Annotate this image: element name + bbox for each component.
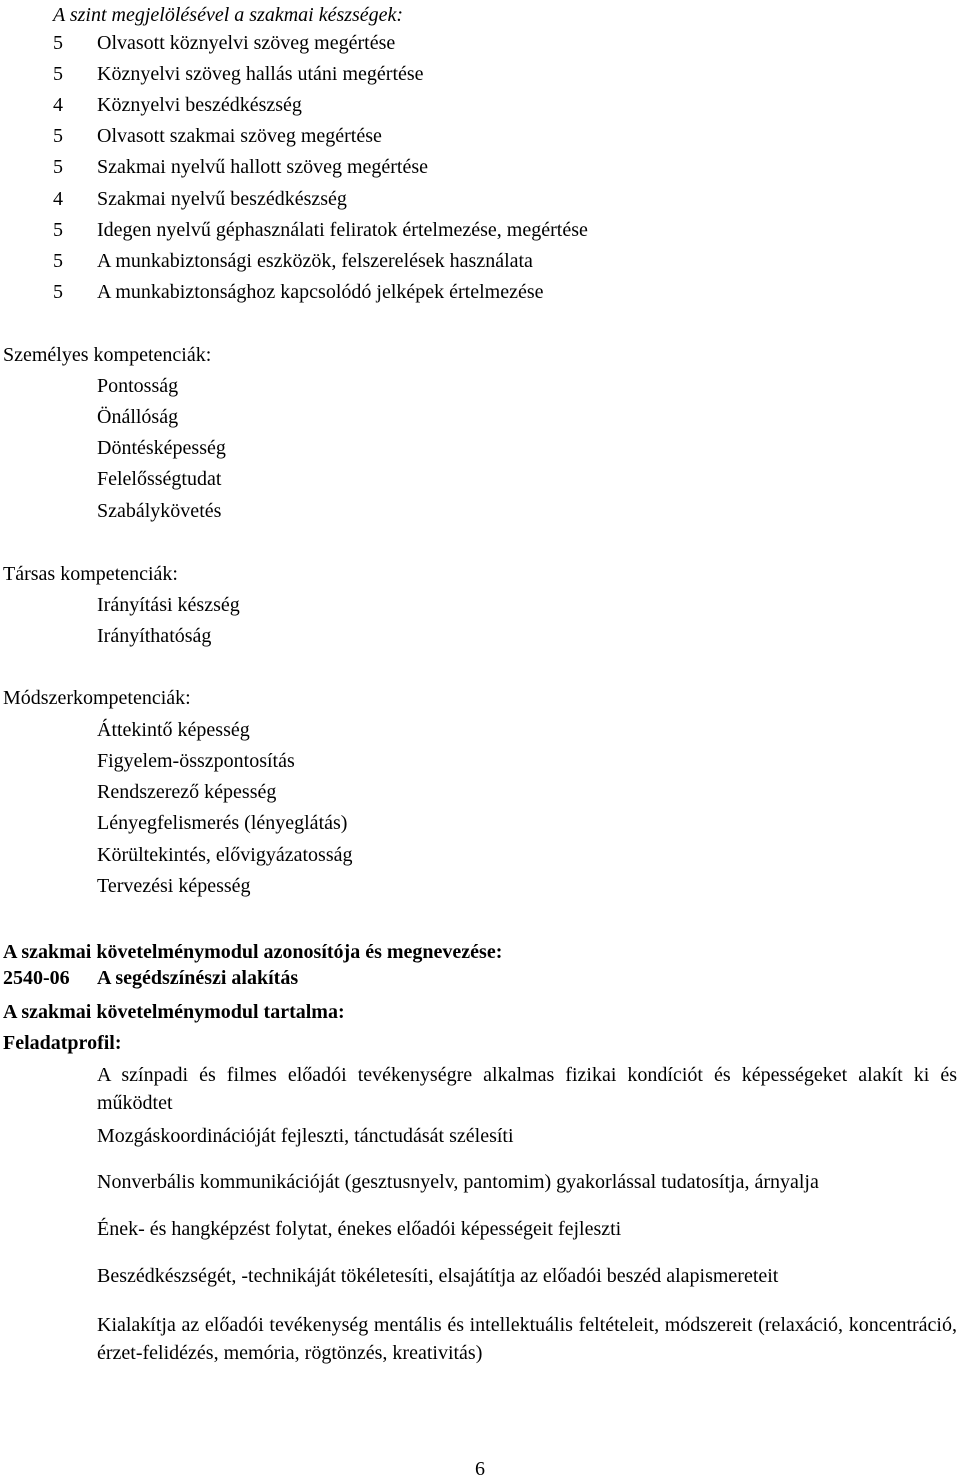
method-item: Lényegfelismerés (lényeglátás) [97, 812, 348, 834]
skill-level: 5 [53, 156, 63, 178]
social-item: Irányíthatóság [97, 625, 212, 647]
module-code: 2540-06 [3, 967, 70, 989]
method-item: Tervezési képesség [97, 875, 251, 897]
task-paragraph: Kialakítja az előadói tevékenység mentális és intellektuális feltételeit, módszereit (relaxáció, koncentráció, érzet-felidézés, memória, rögtönzés, kreativitás) [97, 1314, 957, 1364]
social-item: Irányítási készség [97, 594, 240, 616]
skill-row [0, 218, 960, 242]
skill-text: Köznyelvi szöveg hallás utáni megértése [97, 63, 424, 85]
skill-level: 5 [53, 219, 63, 241]
personal-heading: Személyes kompetenciák: [3, 344, 212, 366]
skill-level: 4 [53, 188, 63, 210]
module-content-heading: A szakmai követelménymodul tartalma: [3, 1001, 345, 1023]
skill-text: Szakmai nyelvű hallott szöveg megértése [97, 156, 429, 178]
method-heading: Módszerkompetenciák: [3, 687, 191, 709]
personal-item: Önállóság [97, 406, 179, 428]
personal-item: Döntésképesség [97, 437, 226, 459]
skill-row [0, 93, 960, 117]
method-item: Figyelem-összpontosítás [97, 750, 295, 772]
skill-text: Köznyelvi beszédkészség [97, 94, 302, 116]
page-number: 6 [475, 1458, 485, 1480]
skill-level: 4 [53, 94, 63, 116]
task-profile-heading: Feladatprofil: [3, 1032, 122, 1054]
personal-item: Szabálykövetés [97, 500, 222, 522]
skill-text: Idegen nyelvű géphasználati feliratok értelmezése, megértése [97, 219, 588, 241]
skill-row [0, 62, 960, 86]
skill-text: A munkabiztonsághoz kapcsolódó jelképek értelmezése [97, 281, 544, 303]
skill-row [0, 249, 960, 273]
personal-item: Pontosság [97, 375, 179, 397]
skills-heading: A szint megjelölésével a szakmai készségek: [53, 4, 404, 26]
method-item: Körültekintés, elővigyázatosság [97, 844, 353, 866]
skill-text: Olvasott köznyelvi szöveg megértése [97, 32, 396, 54]
skill-level: 5 [53, 63, 63, 85]
skill-level: 5 [53, 32, 63, 54]
social-heading: Társas kompetenciák: [3, 563, 178, 585]
skill-row [0, 280, 960, 304]
method-item: Rendszerező képesség [97, 781, 277, 803]
task-paragraph: Mozgáskoordinációját fejleszti, tánctudását szélesíti [97, 1125, 514, 1147]
skill-row [0, 124, 960, 148]
task-paragraph: Ének- és hangképzést folytat, énekes előadói képességeit fejleszti [97, 1218, 622, 1240]
skill-row [0, 31, 960, 55]
skill-level: 5 [53, 250, 63, 272]
skill-text: Olvasott szakmai szöveg megértése [97, 125, 382, 147]
method-item: Áttekintő képesség [97, 719, 250, 741]
task-paragraph: A színpadi és filmes előadói tevékenységre alkalmas fizikai kondíciót és képességeket alakít ki és működtet [97, 1064, 957, 1114]
module-id-heading: A szakmai követelménymodul azonosítója és megnevezése: [3, 941, 503, 963]
module-name: A segédszínészi alakítás [97, 967, 299, 989]
skill-text: A munkabiztonsági eszközök, felszerelések használata [97, 250, 533, 272]
skill-text: Szakmai nyelvű beszédkészség [97, 188, 347, 210]
task-paragraph: Nonverbális kommunikációját (gesztusnyelv, pantomim) gyakorlással tudatosítja, árnyalja [97, 1171, 819, 1193]
task-paragraph: Beszédkészségét, -technikáját tökéletesíti, elsajátítja az előadói beszéd alapismereteit [97, 1265, 779, 1287]
skill-level: 5 [53, 281, 63, 303]
skill-row [0, 155, 960, 179]
skill-level: 5 [53, 125, 63, 147]
skill-row [0, 187, 960, 211]
personal-item: Felelősségtudat [97, 468, 222, 490]
